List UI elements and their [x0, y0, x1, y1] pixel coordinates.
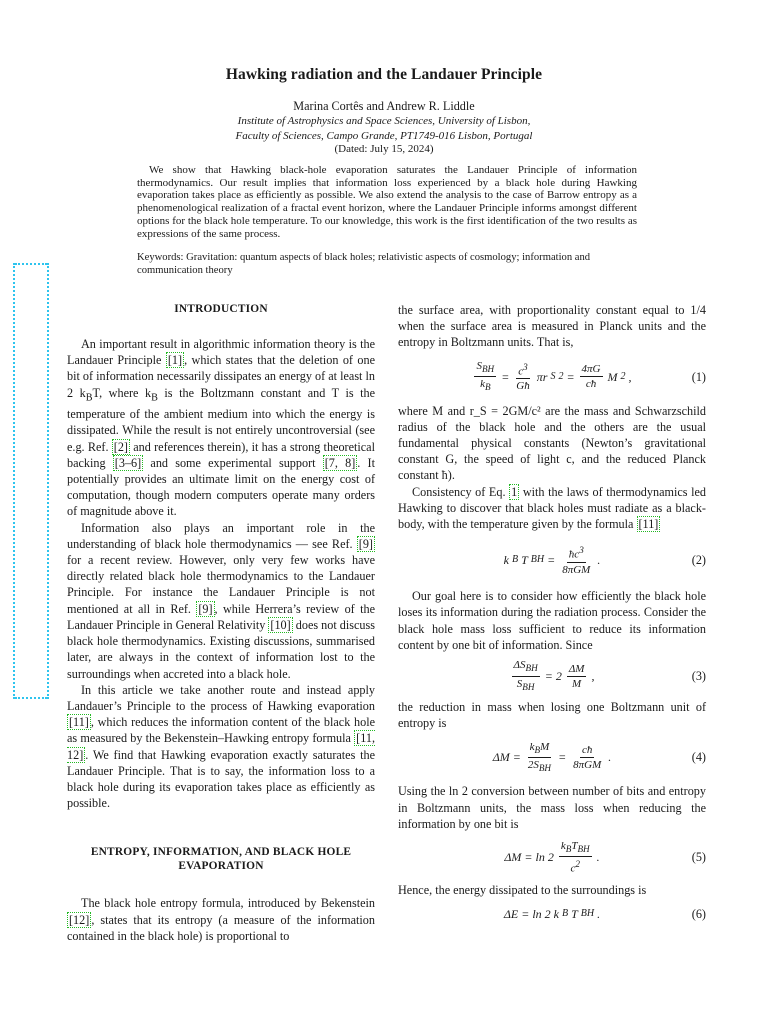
paragraph: Our goal here is to consider how efficiently the black hole loses its information during the radiation process. Consider the black hole mass loss sufficient to reduce its information content by one bit of information. Since	[398, 589, 706, 652]
equation-number: (6)	[691, 907, 706, 922]
equation-number: (1)	[691, 369, 706, 384]
equation-number: (3)	[691, 668, 706, 683]
section-heading-entropy: ENTROPY, INFORMATION, AND BLACK HOLE EVAPORATION	[90, 846, 352, 873]
equation-link[interactable]: 1	[511, 484, 518, 499]
paragraph: the reduction in mass when losing one Boltzmann unit of entropy is	[398, 700, 706, 731]
equation-1: $\frac{S_{BH}}{k_B}$ = $\frac{c^3}{Għ}$ πr S 2 = $\frac{4\pi G}{cħ}$ M 2 , (1)	[476, 359, 706, 393]
equation-2: k B T BH = $\frac{ħc^3}{\text{8πGM}}$ . (2)	[503, 545, 706, 577]
margin-annotation-box	[13, 263, 49, 699]
equation-number: (4)	[691, 750, 706, 765]
citation-link[interactable]: [1]	[167, 353, 183, 368]
section-heading-introduction: INTRODUCTION	[174, 303, 268, 315]
paragraph: where M and r_S = 2GM/c² are the mass and Schwarzschild radius of the black hole and the others are the usual fundamental physical constants (Newton’s gravitational constant G, the speed of light c, and the reduced Planck constant ħ).	[398, 403, 706, 483]
paragraph: Consistency of Eq. 1 with the laws of thermodynamics led Hawking to discover that black holes must radiate as a black-body, with the temperature given by the formula [11]	[398, 484, 706, 532]
paragraph: the surface area, with proportionality constant equal to 1/4 when the surface area is measured in Planck units and the entropy in Boltzmann units. That is,	[398, 303, 706, 350]
paper-title: Hawking radiation and the Landauer Principle	[225, 66, 543, 83]
authors: Marina Cortês and Andrew R. Liddle	[293, 99, 475, 113]
citation-link[interactable]: [9]	[198, 601, 213, 616]
right-column	[398, 302, 706, 930]
citation-link[interactable]: [10]	[270, 617, 291, 632]
paragraph: An important result in algorithmic information theory is the Landauer Principle [1] , which states that the deletion of one bit of information necessarily dissipates an energy of at least ln 2 $k_BT$, where $k_B$ is the Boltzmann constant and T is the temperature of the ambient medium into which the energy is dissipated. While the result is not entirely uncontroversial (see e.g. Ref. [2] and references therein), it has a strong theoretical backing [3–6] and some experimental support [7, 8] . It potentially provides an ultimate limit on the energy cost of computation, though modern computers operate many orders of magnitude above it.	[67, 337, 376, 519]
citation-link[interactable]: [11]	[638, 517, 659, 532]
affiliation	[0, 114, 768, 143]
left-column	[67, 302, 375, 944]
affiliation-line: Institute of Astrophysics and Space Sciences, University of Lisbon,	[237, 115, 531, 127]
keywords: Keywords: Gravitation: quantum aspects of black holes; relativistic aspects of cosmology; information and communication theory	[137, 252, 591, 276]
equation-5: ΔM = ln 2 $\frac{k_BT_{BH}}{c^2}$ . (5)	[504, 839, 706, 875]
abstract: We show that Hawking black-hole evaporation saturates the Landauer Principle of information thermodynamics. Our result implies that information loss experienced by a black hole during Hawking evaporation takes place as efficiently as possible. We also extend the analysis to the case of Barrow entropy as a phenomenological realization of a fractal event horizon, where the Landauer Principle informs amongst different options for the black hole temperature. To our knowledge, this work is the first identification of the two results as expressions of the same process.	[137, 164, 637, 240]
citation-link[interactable]: [2]	[113, 439, 128, 454]
equation-number: (5)	[691, 849, 706, 864]
equation-4: ΔM = $\frac{k_BM}{2S_{BH}}$ = $\frac{cħ}{\text{8πGM}}$ . (4)	[492, 740, 706, 774]
citation-link[interactable]: [9]	[358, 536, 373, 551]
citation-link[interactable]: [3–6]	[114, 455, 142, 470]
citation-link[interactable]: [12]	[69, 912, 90, 927]
paragraph: Information also plays an important role in the understanding of black hole thermodynamics — see Ref. [9] for a recent review. However, only very few works have directly related black hole thermodynamics to the Landauer Principle. For instance the Landauer Principle is not mentioned at all in Ref. [9] , while Herrera’s review of the Landauer Principle in General Relativity [10] does not discuss black hole thermodynamics. Existing discussions, summarised later, are always in the context of information lost to the surroundings when accreted into a black hole.	[67, 520, 376, 681]
equation-6: ΔE = ln 2 k B T BH . (6)	[503, 907, 706, 922]
date-line: (Dated: July 15, 2024)	[334, 143, 434, 155]
citation-link[interactable]: [11]	[69, 715, 89, 730]
affiliation-line: Faculty of Sciences, Campo Grande, PT1749-016 Lisbon, Portugal	[235, 129, 533, 142]
citation-link[interactable]: [7, 8]	[324, 455, 356, 470]
paragraph: In this article we take another route and instead apply Landauer’s Principle to the process of Hawking evaporation [11] , which reduces the information content of the black hole as measured by the Bekenstein–Hawking entropy formula [11, 12] . We find that Hawking evaporation exactly saturates the Landauer Principle. That is to say, the information loss to a black hole during its evaporation takes place as efficiently as possible.	[67, 682, 375, 811]
equation-3: $\frac{\Delta S_{BH}}{S_{BH}}$ = 2 $\frac{\Delta M}{M}$ , (3)	[513, 659, 706, 692]
paragraph: Using the ln 2 conversion between number of bits and entropy in Boltzmann units, the mass loss when reducing the information by one bit is	[398, 784, 706, 831]
paragraph: Hence, the energy dissipated to the surroundings is	[398, 883, 647, 898]
citation-link[interactable]: [11, 12]	[67, 731, 375, 762]
paragraph: The black hole entropy formula, introduced by Bekenstein [12] , states that its entropy (a measure of the information contained in the black hole) is proportional to	[67, 896, 375, 943]
equation-number: (2)	[691, 553, 706, 568]
